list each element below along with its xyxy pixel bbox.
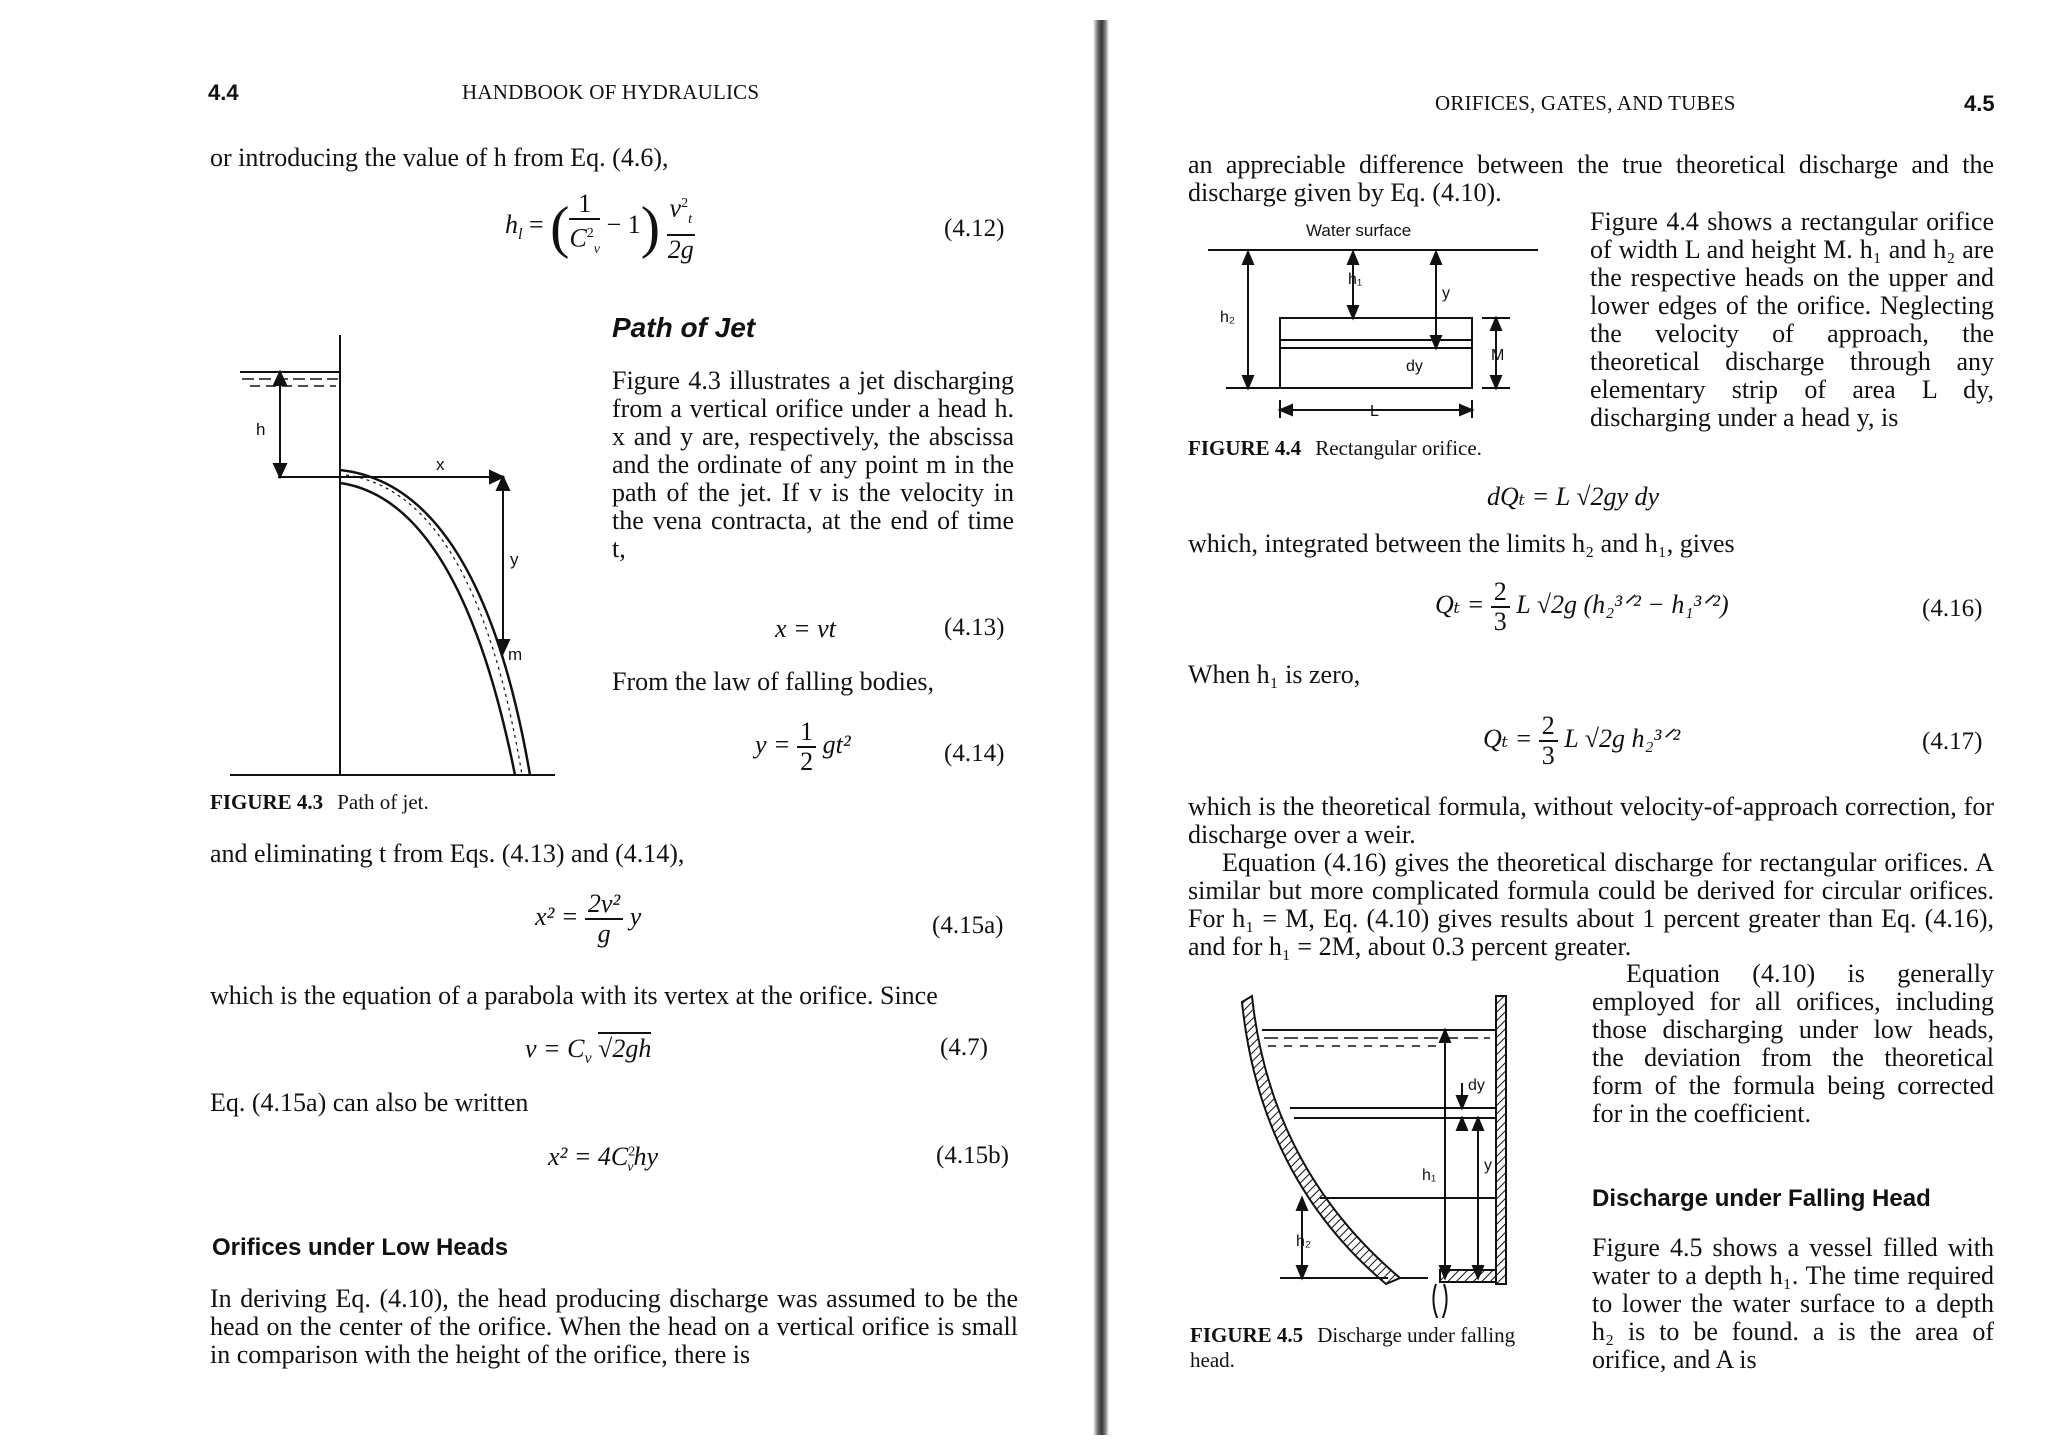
eq416-rhs: L √2g (h₂³ᐟ² − h₁³ᐟ²) bbox=[1516, 589, 1729, 619]
fig43-h-label: h bbox=[256, 420, 266, 439]
fig43-jet-lower bbox=[340, 483, 515, 775]
equation-4-16 bbox=[1435, 578, 1729, 636]
fig44-h1-label: h₁ bbox=[1348, 271, 1363, 288]
equation-4-12-number: (4.12) bbox=[944, 215, 1005, 242]
fig43-y-label: y bbox=[510, 550, 519, 569]
eq412-lhs: h bbox=[505, 209, 518, 239]
eq415b-lhs: x² = 4C bbox=[548, 1142, 629, 1171]
eq416-den: 3 bbox=[1493, 607, 1507, 636]
figure-4-4-caption bbox=[1188, 436, 1482, 461]
figure-4-3-caption bbox=[210, 790, 429, 815]
eq412-den1: C bbox=[569, 223, 587, 253]
eq414-rhs: gt² bbox=[822, 729, 851, 759]
eq412-frac1: $\frac{1}{C^2_v}$ bbox=[569, 189, 601, 257]
eq417-rhs: L √2g h₂³ᐟ² bbox=[1564, 723, 1681, 753]
eq417-lhs: Qₜ = bbox=[1483, 723, 1533, 753]
eq415a-lhs: x² = bbox=[535, 901, 579, 931]
eq412-sub: l bbox=[518, 226, 523, 244]
equation-4-7-number: (4.7) bbox=[940, 1034, 988, 1061]
eq417-frac bbox=[1539, 712, 1558, 770]
fig45-h2-label: h₂ bbox=[1296, 1233, 1312, 1250]
right-running-header: ORIFICES, GATES, AND TUBES bbox=[1435, 91, 1736, 115]
equation-4-17 bbox=[1483, 712, 1680, 770]
eq412-frac2: $\frac{v^2_t}{2g}$ bbox=[667, 190, 695, 264]
eq416-num: 2 bbox=[1491, 578, 1510, 608]
written-paragraph: Eq. (4.15a) can also be written bbox=[210, 1088, 529, 1117]
fig45-y-label: y bbox=[1484, 1157, 1492, 1174]
integrated-paragraph: which, integrated between the limits h₂ and h₁, gives bbox=[1188, 529, 1735, 558]
eq415b-rhs: hy bbox=[633, 1142, 658, 1171]
equation-dq: dQₜ = L √2gy dy bbox=[1487, 482, 1660, 511]
fig45-right-wall bbox=[1496, 996, 1506, 1284]
eq416-frac bbox=[1491, 578, 1510, 636]
fig44-h2-label: h₂ bbox=[1220, 309, 1236, 326]
eq414-lhs: y = bbox=[755, 729, 791, 759]
fig44-M-label: M bbox=[1491, 347, 1505, 364]
eq416-paragraph: Equation (4.16) gives the theoretical discharge for rectangular orifices. A similar but more complicated formula could be derived for circular orifices. For h₁ = M, Eq. (4.10) gives results about 1 percent greater than Eq. (4.16), and for h₁ = 2M, about 0.3 percent greater. bbox=[1188, 848, 1994, 961]
fig45-dy-label: dy bbox=[1468, 1077, 1485, 1094]
equation-4-7 bbox=[525, 1034, 651, 1068]
eq416-lhs: Qₜ = bbox=[1435, 589, 1485, 619]
parabola-paragraph: which is the equation of a parabola with its vertex at the orifice. Since bbox=[210, 981, 938, 1010]
eq412-num1: 1 bbox=[569, 190, 600, 220]
equation-4-13-number: (4.13) bbox=[944, 614, 1005, 641]
fig45-caption-text: Discharge under falling head. bbox=[1190, 1323, 1516, 1372]
figure-4-3-jet-diagram bbox=[230, 335, 560, 785]
equation-4-17-number: (4.17) bbox=[1922, 728, 1983, 755]
fig45-left-wall bbox=[1242, 996, 1400, 1284]
left-running-header: HANDBOOK OF HYDRAULICS bbox=[462, 80, 760, 104]
eq415b-sup: 2 bbox=[628, 1144, 636, 1160]
eq417-num: 2 bbox=[1539, 712, 1558, 742]
equation-4-16-number: (4.16) bbox=[1922, 595, 1983, 622]
eq412-den2: 2g bbox=[667, 234, 694, 264]
equation-4-13: x = vt bbox=[775, 614, 836, 643]
fig45-h1-label: h₁ bbox=[1422, 1167, 1437, 1184]
eq47-root: √2gh bbox=[598, 1034, 652, 1063]
eq47-lhs: v = C bbox=[525, 1034, 585, 1063]
eq415a-den: g bbox=[597, 919, 611, 948]
fig43-caption-label: FIGURE 4.3 bbox=[210, 790, 324, 814]
fig43-jet-upper bbox=[340, 470, 530, 775]
fig43-caption-text: Path of jet. bbox=[337, 790, 429, 814]
equation-4-14 bbox=[755, 718, 851, 776]
eq415a-frac bbox=[585, 890, 623, 948]
eq414-frac bbox=[797, 718, 816, 776]
eq415a-num: 2v² bbox=[585, 890, 623, 920]
figure-4-4-rectangular-orifice bbox=[1198, 218, 1548, 430]
fig44-water-label: Water surface bbox=[1306, 221, 1412, 240]
fig43-x-label: x bbox=[436, 455, 445, 474]
eq47-sub: v bbox=[584, 1050, 592, 1068]
book-spine bbox=[1093, 20, 1109, 1435]
eq414-den: 2 bbox=[800, 747, 814, 776]
eliminating-paragraph: and eliminating t from Eqs. (4.13) and (4.14), bbox=[210, 839, 685, 868]
equation-4-14-number: (4.14) bbox=[944, 740, 1005, 767]
eq412-minus: − 1 bbox=[606, 209, 641, 239]
path-of-jet-paragraph: Figure 4.3 illustrates a jet discharging from a vertical orifice under a head h. x and y are, respectively, the abscissa and the ordinate of any point m in the path of the jet. If v is the velocity in the vena contracta, at the end of time t, bbox=[612, 366, 1014, 563]
equation-4-15a-number: (4.15a) bbox=[932, 912, 1004, 939]
path-of-jet-heading: Path of Jet bbox=[612, 312, 756, 343]
fig45-caption-label: FIGURE 4.5 bbox=[1190, 1323, 1304, 1347]
intro-paragraph: or introducing the value of h from Eq. (4.6), bbox=[210, 143, 669, 172]
eq414-num: 1 bbox=[797, 718, 816, 748]
falling-head-heading: Discharge under Falling Head bbox=[1592, 1185, 1931, 1212]
eq412-num2: v bbox=[669, 193, 682, 223]
eq415b-sub: v bbox=[627, 1160, 634, 1176]
fig44-dy-label: dy bbox=[1406, 358, 1423, 375]
eq415a-rhs: y bbox=[629, 901, 642, 931]
figure-4-5-falling-head-vessel bbox=[1240, 988, 1520, 1318]
equation-4-15b-number: (4.15b) bbox=[936, 1142, 1009, 1169]
continuation-paragraph: an appreciable difference between the true theoretical discharge and the discharge given by Eq. (4.10). bbox=[1188, 150, 1994, 207]
figure-4-5-caption bbox=[1190, 1323, 1565, 1373]
when-zero-paragraph: When h₁ is zero, bbox=[1188, 660, 1361, 689]
falling-head-paragraph: Figure 4.5 shows a vessel filled with water to a depth h₁. The time required to lower the water surface to a depth h₂ is to be found. a is the area of orifice, and A is bbox=[1592, 1233, 1994, 1374]
rectangular-orifice-paragraph: Figure 4.4 shows a rectangular orifice of width L and height M. h₁ and h₂ are the respective heads on the upper and lower edges of the orifice. Neglecting the velocity of approach, the theoretical discharge through any elementary strip of area L dy, discharging under a head y, is bbox=[1590, 207, 1994, 432]
eq410-paragraph: Equation (4.10) is generally employed for all orifices, including those discharging under low heads, the deviation from the theoretical form of the formula being corrected for in the coefficient. bbox=[1592, 959, 1994, 1128]
right-page-number: 4.5 bbox=[1964, 91, 1995, 116]
eq417-den: 3 bbox=[1541, 741, 1555, 770]
fig44-caption-label: FIGURE 4.4 bbox=[1188, 436, 1302, 460]
equation-4-12: $h_l$ = ( $\frac{1}{C^2_v}$ − 1) $\frac{v^2_t}{2g}$ bbox=[505, 189, 694, 264]
fig44-orifice bbox=[1280, 318, 1472, 388]
low-heads-paragraph: In deriving Eq. (4.10), the head producing discharge was assumed to be the head on the center of the orifice. When the head on a vertical orifice is small in comparison with the height of the orifice, there is bbox=[210, 1284, 1018, 1369]
fig44-y-label: y bbox=[1442, 285, 1450, 302]
weir-paragraph: which is the theoretical formula, without velocity-of-approach correction, for discharge over a weir. bbox=[1188, 792, 1994, 849]
equation-4-15b bbox=[548, 1142, 658, 1176]
falling-bodies-text: From the law of falling bodies, bbox=[612, 667, 935, 696]
left-page-number: 4.4 bbox=[208, 80, 239, 105]
low-heads-heading: Orifices under Low Heads bbox=[212, 1234, 509, 1261]
fig44-caption-text: Rectangular orifice. bbox=[1315, 436, 1482, 460]
fig43-m-label: m bbox=[508, 645, 523, 664]
equation-4-15a bbox=[535, 890, 641, 948]
fig45-outflow-jet bbox=[1433, 1284, 1446, 1318]
fig44-L-label: L bbox=[1370, 403, 1379, 420]
